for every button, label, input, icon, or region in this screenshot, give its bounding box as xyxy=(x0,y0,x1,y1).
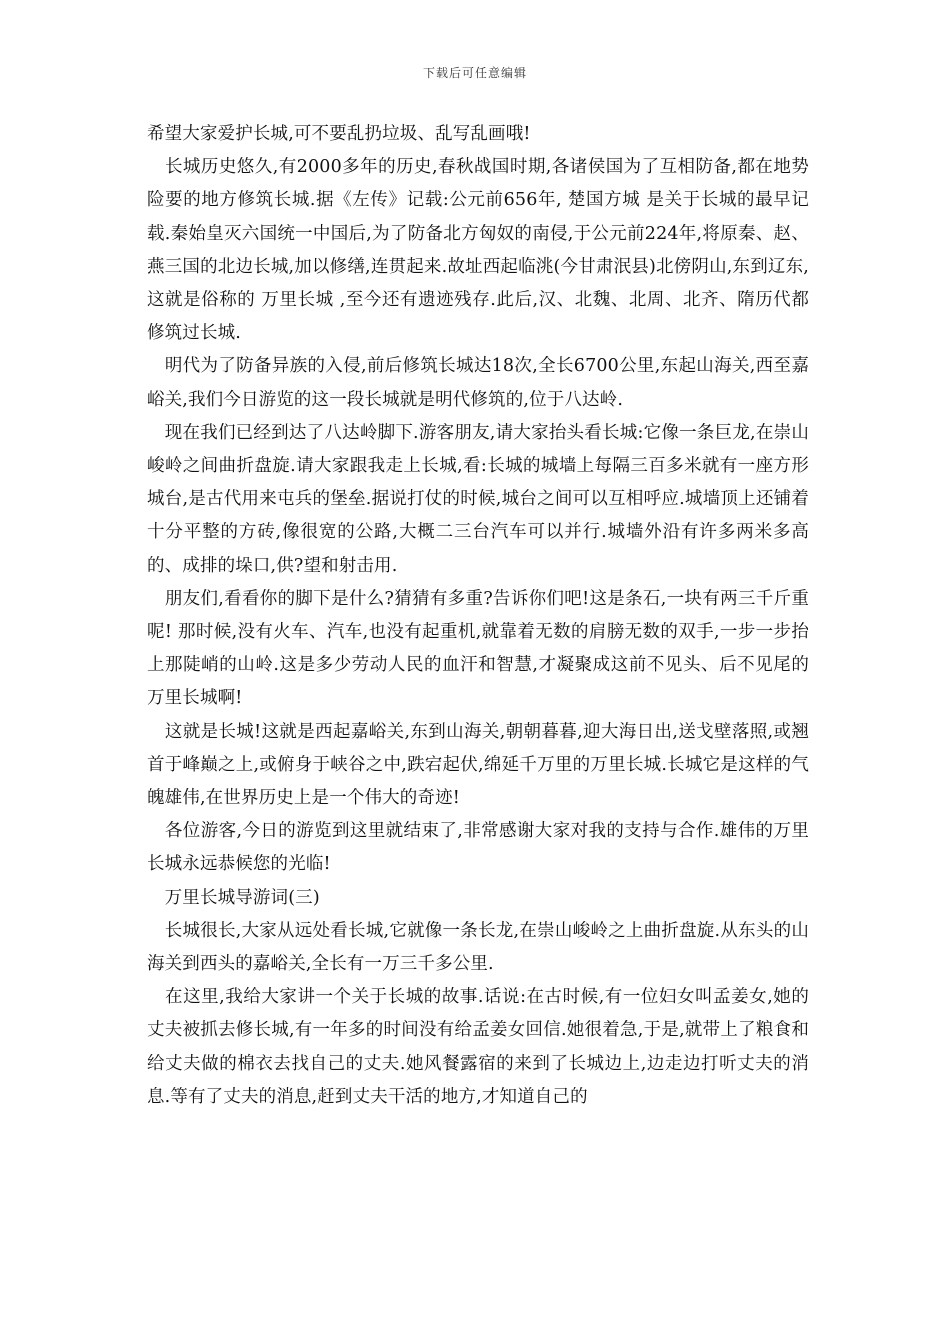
paragraph-9: 在这里,我给大家讲一个关于长城的故事.话说:在古时候,有一位妇女叫孟姜女,她的丈夫被抓去修长城,有一年多的时间没有给孟姜女回信.她很着急,于是,就带上了粮食和给丈夫做的棉衣去找自己的丈夫.她风餐露宿的来到了长城边上,边走边打听丈夫的消息.等有了丈夫的消息,赶到丈夫干活的地方,才知道自己的 xyxy=(147,987,809,1107)
paragraph-2: 长城历史悠久,有2000多年的历史,春秋战国时期,各诸侯国为了互相防备,都在地势险要的地方修筑长城.据《左传》记载:公元前656年, 楚国方城 是关于长城的最早记载.秦始皇灭六国统一中国后,为了防备北方匈奴的南侵,于公元前224年,将原秦、赵、燕三国的北边长城,加以修缮,连贯起来.故址西起临洮(今甘肃泯县)北傍阴山,东到辽东,这就是俗称的 万里长城 ,至今还有遗迹残存.此后,汉、北魏、北周、北齐、隋历代都修筑过长城. xyxy=(147,157,809,344)
paragraph-8: 长城很长,大家从远处看长城,它就像一条长龙,在崇山峻岭之上曲折盘旋.从东头的山海关到西头的嘉峪关,全长有一万三千多公里. xyxy=(147,920,809,975)
page-header-note: 下载后可任意编辑 xyxy=(422,66,527,80)
section-heading: 万里长城导游词(三) xyxy=(147,887,320,908)
document-body xyxy=(147,118,809,1114)
paragraph-3: 明代为了防备异族的入侵,前后修筑长城达18次,全长6700公里,东起山海关,西至嘉峪关,我们今日游览的这一段长城就是明代修筑的,位于八达岭. xyxy=(147,356,809,410)
paragraph-6: 这就是长城!这就是西起嘉峪关,东到山海关,朝朝暮暮,迎大海日出,送戈壁落照,或翘首于峰巅之上,或俯身于峡谷之中,跌宕起伏,绵延千万里的万里长城.长城它是这样的气魄雄伟,在世界历史上是一个伟大的奇迹! xyxy=(147,721,809,809)
paragraph-5: 朋友们,看看你的脚下是什么?猜猜有多重?告诉你们吧!这是条石,一块有两三千斤重呢! 那时候,没有火车、汽车,也没有起重机,就靠着无数的肩膀无数的双手,一步一步抬上那陡峭的山岭.这是多少劳动人民的血汗和智慧,才凝聚成这前不见头、后不见尾的万里长城啊! xyxy=(147,588,809,709)
paragraph-7: 各位游客,今日的游览到这里就结束了,非常感谢大家对我的支持与合作.雄伟的万里长城永远恭候您的光临! xyxy=(147,821,809,875)
paragraph-4: 现在我们已经到达了八达岭脚下.游客朋友,请大家抬头看长城:它像一条巨龙,在崇山峻岭之间曲折盘旋.请大家跟我走上长城,看:长城的城墙上每隔三百多米就有一座方形城台,是古代用来屯兵的堡垒.据说打仗的时候,城台之间可以互相呼应.城墙顶上还铺着十分平整的方砖,像很宽的公路,大概二三台汽车可以并行.城墙外沿有许多两米多高的、成排的垛口,供?望和射击用. xyxy=(147,422,809,576)
paragraph-1: 希望大家爱护长城,可不要乱扔垃圾、乱写乱画哦! xyxy=(147,124,531,144)
